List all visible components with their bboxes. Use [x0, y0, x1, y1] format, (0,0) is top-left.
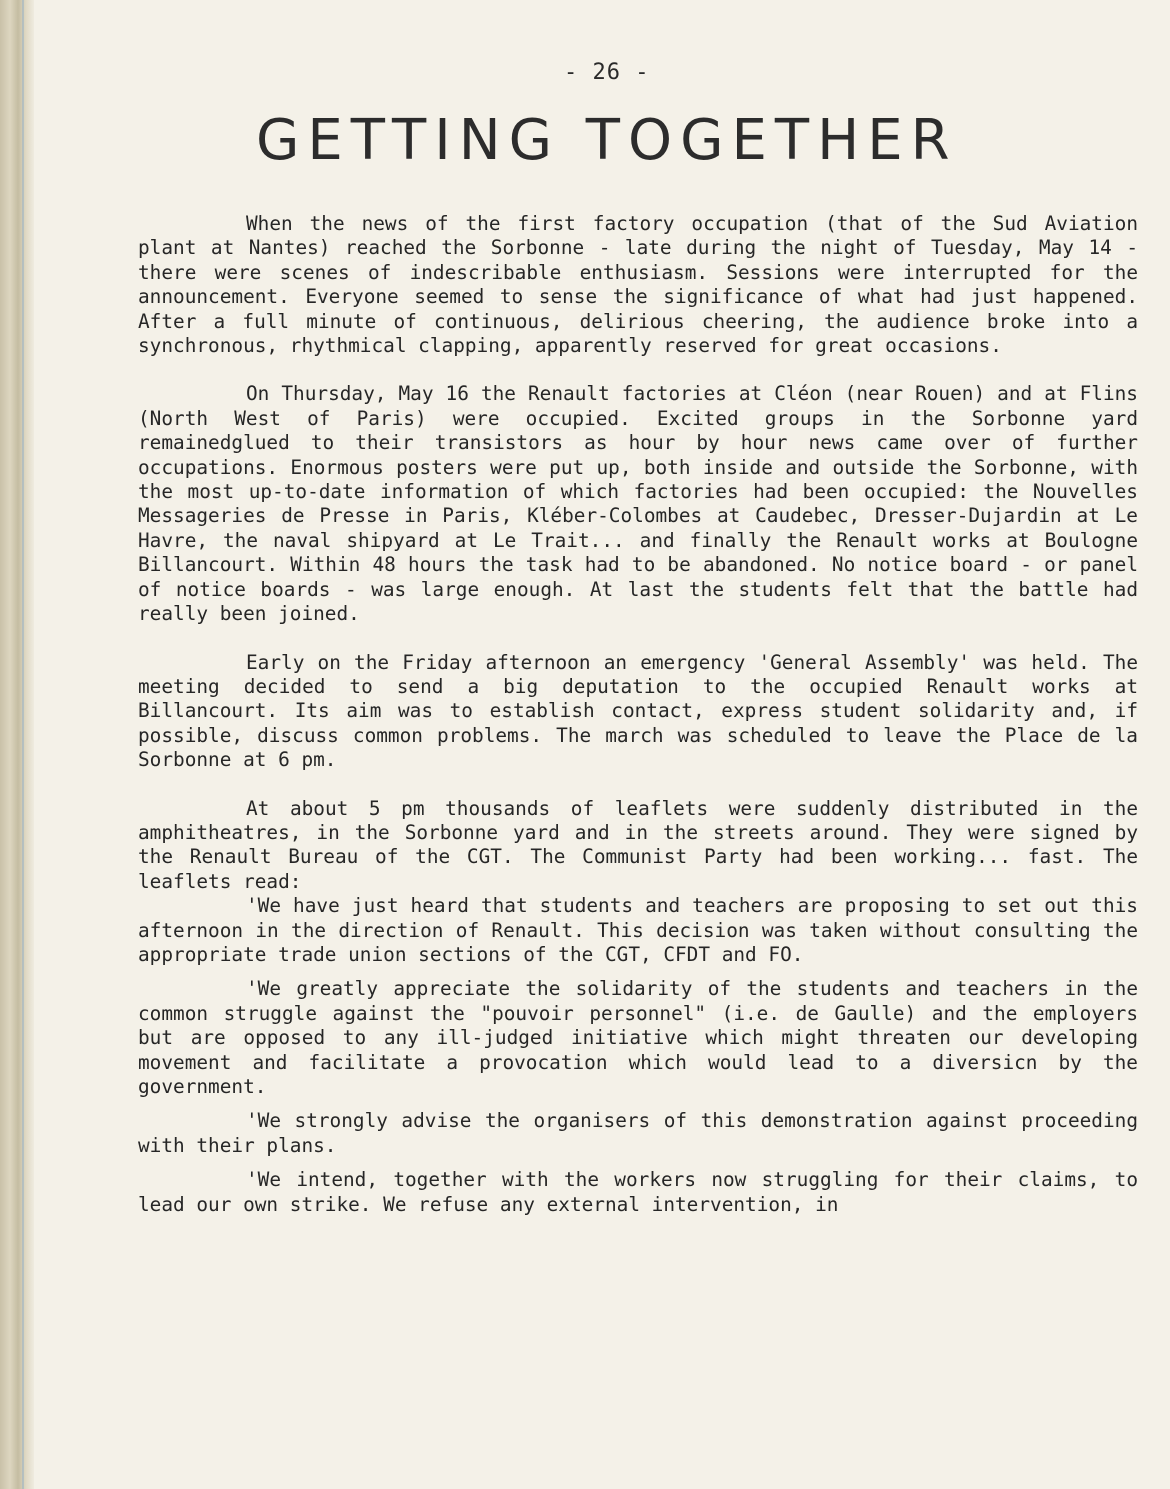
- leaflet-quote-4: 'We intend, together with the workers now struggling for their claims, to lead our own strike. We refuse any external intervention, in: [138, 1168, 1138, 1216]
- leaflet-quote-3: 'We strongly advise the organisers of this demonstration against proceeding with their plans.: [138, 1109, 1138, 1157]
- paragraph-cgt-leaflets: At about 5 pm thousands of leaflets were suddenly distributed in the amphitheatres, in the Sorbonne yard and in the streets around. They were signed by the Renault Bureau of the CGT. The Communist Party had been working... fast. The leaflets read:: [138, 796, 1138, 893]
- paragraph-first-occupation: When the news of the first factory occupation (that of the Sud Aviation plant at Nantes) reached the Sorbonne - late during the night of Tuesday, May 14 - there were scenes of indescribable enthusiasm. Sessions were interrupted for the announcement. Everyone seemed to sense the significance of what had just happened. After a full minute of continuous, delirious cheering, the audience broke into a synchronous, rhythmical clapping, apparently reserved for great occasions.: [138, 212, 1138, 358]
- page-heading: GETTING TOGETHER: [256, 108, 958, 173]
- document-body: [138, 212, 1138, 1227]
- page-number: - 26 -: [564, 60, 650, 85]
- document-page: [34, 0, 1170, 1489]
- leaflet-quote-2: 'We greatly appreciate the solidarity of the students and teachers in the common struggle against the "pouvoir personnel" (i.e. de Gaulle) and the employers but are opposed to any ill-judged initiative which might threaten our developing movement and facilitate a provocation which would lead to a diversicn by the government.: [138, 977, 1138, 1098]
- page-binding-edge: [0, 0, 34, 1489]
- paragraph-renault-occupations: On Thursday, May 16 the Renault factories at Cléon (near Rouen) and at Flins (North West of Paris) were occupied. Excited groups in the Sorbonne yard remainedglued to their transistors as hour by hour news came over of further occupations. Enormous posters were put up, both inside and outside the Sorbonne, with the most up-to-date information of which factories had been occupied: the Nouvelles Messageries de Presse in Paris, Kléber-Colombes at Caudebec, Dresser-Dujardin at Le Havre, the naval shipyard at Le Trait... and finally the Renault works at Boulogne Billancourt. Within 48 hours the task had to be abandoned. No notice board - or panel of notice boards - was large enough. At last the students felt that the battle had really been joined.: [138, 382, 1138, 626]
- paragraph-general-assembly: Early on the Friday afternoon an emergency 'General Assembly' was held. The meeting decided to send a big deputation to the occupied Renault works at Billancourt. Its aim was to establish contact, express student solidarity and, if possible, discuss common problems. The march was scheduled to leave the Place de la Sorbonne at 6 pm.: [138, 650, 1138, 772]
- leaflet-quote-1: 'We have just heard that students and teachers are proposing to set out this afternoon in the direction of Renault. This decision was taken without consulting the appropriate trade union sections of the CGT, CFDT and FO.: [138, 894, 1138, 966]
- binding-edge-line: [22, 0, 24, 1489]
